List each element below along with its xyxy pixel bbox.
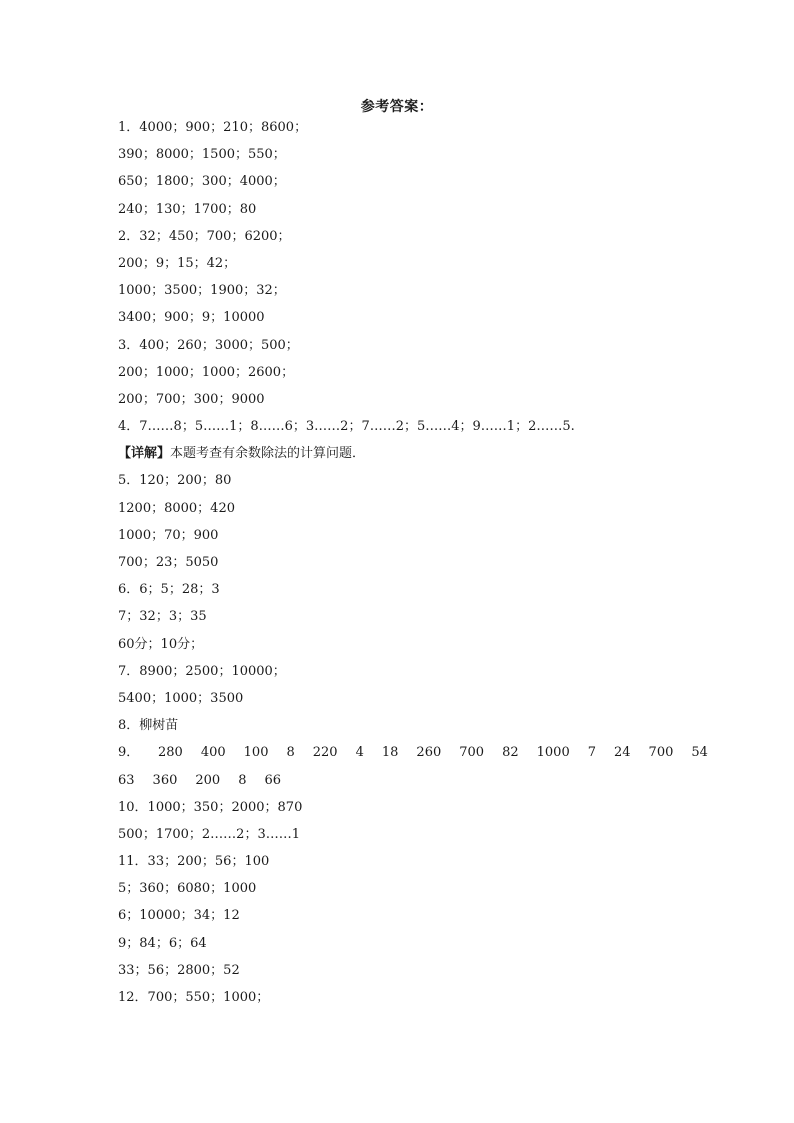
answer-value: 280	[158, 745, 183, 761]
answer-value: 700	[459, 745, 485, 761]
answer-line: 60分；10分；	[118, 636, 204, 652]
answer-value: 18	[381, 745, 399, 761]
answer-line: 11．33；200；56；100	[118, 854, 270, 870]
answer-values	[118, 767, 299, 794]
answer-line: 5400；1000；3500	[118, 690, 244, 706]
answer-line: 500；1700；2……2；3……1	[118, 826, 300, 842]
answer-line: 240；130；1700；80	[118, 201, 257, 217]
answer-value: 200	[195, 772, 221, 788]
answer-line: 200；1000；1000；2600；	[118, 364, 295, 380]
answer-line: 1．4000；900；210；8600；	[118, 120, 308, 135]
answer-lines	[118, 114, 738, 1011]
answer-line: 2．32；450；700；6200；	[118, 228, 291, 244]
answer-line: 390；8000；1500；550；	[118, 147, 286, 163]
answer-line: 9；84；6；64	[118, 935, 207, 951]
answer-line: 12．700；550；1000；	[118, 990, 270, 1005]
answer-value: 54	[691, 745, 708, 761]
answer-value: 260	[416, 745, 442, 761]
answer-line: 6；10000；34；12	[118, 908, 240, 924]
answer-value: 66	[264, 772, 282, 788]
answer-value: 24	[614, 745, 631, 761]
answer-values	[158, 739, 726, 766]
answer-line: 4．7……8；5……1；8……6；3……2；7……2；5……4；9……1；2……5.	[118, 419, 575, 435]
answer-line: 10．1000；350；2000；870	[118, 799, 303, 815]
answer-line: 3400；900；9；10000	[118, 310, 265, 326]
answer-value: 7	[587, 745, 596, 761]
answer-line: 1000；3500；1900；32；	[118, 283, 286, 299]
answer-value: 100	[243, 745, 269, 761]
answer-line: 7；32；3；35	[118, 609, 207, 625]
answer-line: 1200；8000；420	[118, 500, 235, 516]
answer-line: 6．6；5；28；3	[118, 582, 220, 598]
answer-line: 8．柳树苗	[118, 718, 179, 734]
detail-label: 【详解】	[118, 446, 171, 462]
detail-line	[118, 440, 738, 467]
detail-text: 本题考查有余数除法的计算问题．	[170, 446, 366, 462]
answer-value: 220	[312, 745, 338, 761]
page-title: 参考答案：	[360, 99, 434, 115]
answer-line: 5；360；6080；1000	[118, 881, 257, 897]
answer-line: 650；1800；300；4000；	[118, 174, 286, 190]
answer-value: 360	[152, 772, 178, 788]
answer-value: 1000	[536, 745, 570, 761]
answer-value: 63	[118, 772, 135, 788]
answer-line: 200；9；15；42；	[118, 255, 237, 271]
answer-line: 3．400；260；3000；500；	[118, 337, 299, 353]
answer-value: 8	[238, 772, 247, 788]
answer-value: 700	[648, 745, 674, 761]
answer-line: 700；23；5050	[118, 555, 219, 570]
answer-value: 8	[286, 745, 295, 761]
answer-value: 4	[355, 745, 364, 761]
answer-line-9	[118, 739, 738, 766]
answer-line: 200；700；300；9000	[118, 391, 265, 407]
answer-line: 5．120；200；80	[118, 473, 232, 489]
answer-value: 400	[200, 745, 226, 761]
question-number: 9．	[118, 745, 140, 761]
answer-line-9-continued	[118, 767, 738, 794]
answer-line: 1000；70；900	[118, 527, 219, 543]
answer-line: 33；56；2800；52	[118, 962, 240, 978]
answer-value: 82	[502, 745, 519, 761]
answer-line: 7．8900；2500；10000；	[118, 663, 286, 679]
